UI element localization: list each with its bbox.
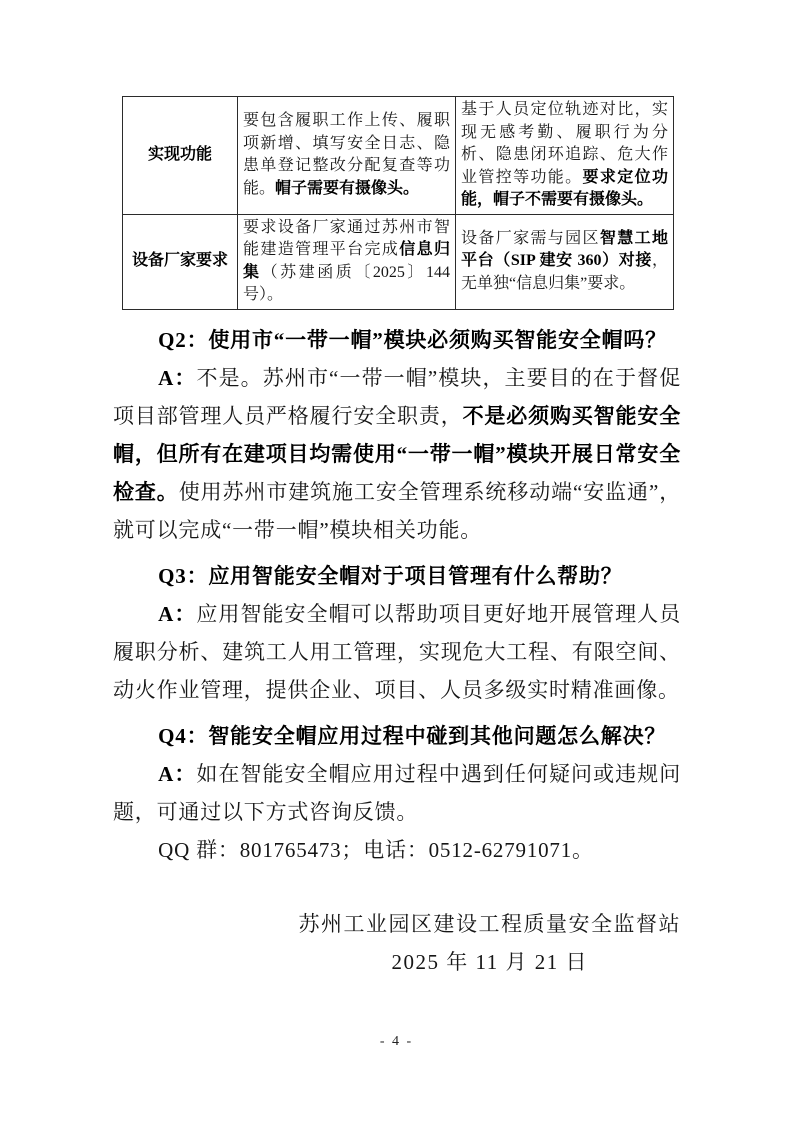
answer-q2: A：不是。苏州市“一带一帽”模块，主要目的在于督促项目部管理人员严格履行安全职责，不是必须购买智能安全帽，但所有在建项目均需使用“一带一帽”模块开展日常安全检查。使用苏州市建筑施工安全管理系统移动端“安监通”，就可以完成“一带一帽”模块相关功能。 <box>113 365 681 542</box>
question-q4: Q4：智能安全帽应用过程中碰到其他问题怎么解决？ <box>158 723 667 748</box>
answer-q4: A：如在智能安全帽应用过程中遇到任何疑问或违规问题，可通过以下方式咨询反馈。 <box>113 761 681 824</box>
qa-section-q2 <box>113 321 681 549</box>
qa-section-q4 <box>113 717 681 869</box>
answer-q3: A：应用智能安全帽可以帮助项目更好地开展管理人员履职分析、建筑工人用工管理，实现危大工程、有限空间、动火作业管理，提供企业、项目、人员多级实时精准画像。 <box>113 601 681 702</box>
table-row-features <box>123 97 674 215</box>
signature-organization: 苏州工业园区建设工程质量安全监督站 <box>298 911 681 936</box>
features-park-module-cell: 基于人员定位轨迹对比，实现无感考勤、履职行为分析、隐患闭环追踪、危大作业管控等功能。要求定位功能，帽子不需要有摄像头。 <box>456 97 674 215</box>
qa-section-q3 <box>113 557 681 709</box>
features-city-module-cell: 要包含履职工作上传、履职项新增、填写安全日志、隐患单登记整改分配复查等功能。帽子需要有摄像头。 <box>238 97 456 215</box>
signature-block <box>113 905 681 981</box>
row-label-features: 实现功能 <box>123 97 238 215</box>
vendor-city-module-cell: 要求设备厂家通过苏州市智能建造管理平台完成信息归集（苏建函质〔2025〕144 号）。 <box>238 214 456 309</box>
row-label-vendor-requirements: 设备厂家要求 <box>123 214 238 309</box>
signature-date: 2025 年 11 月 21 日 <box>391 949 588 974</box>
question-q2: Q2：使用市“一带一帽”模块必须购买智能安全帽吗？ <box>158 327 667 352</box>
vendor-park-module-cell: 设备厂家需与园区智慧工地平台（SIP 建安 360）对接，无单独“信息归集”要求。 <box>456 214 674 309</box>
contact-line: QQ 群：801765473；电话：0512-62791071。 <box>158 837 594 862</box>
helmet-comparison-table <box>122 96 674 310</box>
table-row-vendor-requirements <box>123 214 674 309</box>
page-number: - 4 - <box>379 1034 414 1049</box>
question-q3: Q3：应用智能安全帽对于项目管理有什么帮助？ <box>158 563 623 588</box>
